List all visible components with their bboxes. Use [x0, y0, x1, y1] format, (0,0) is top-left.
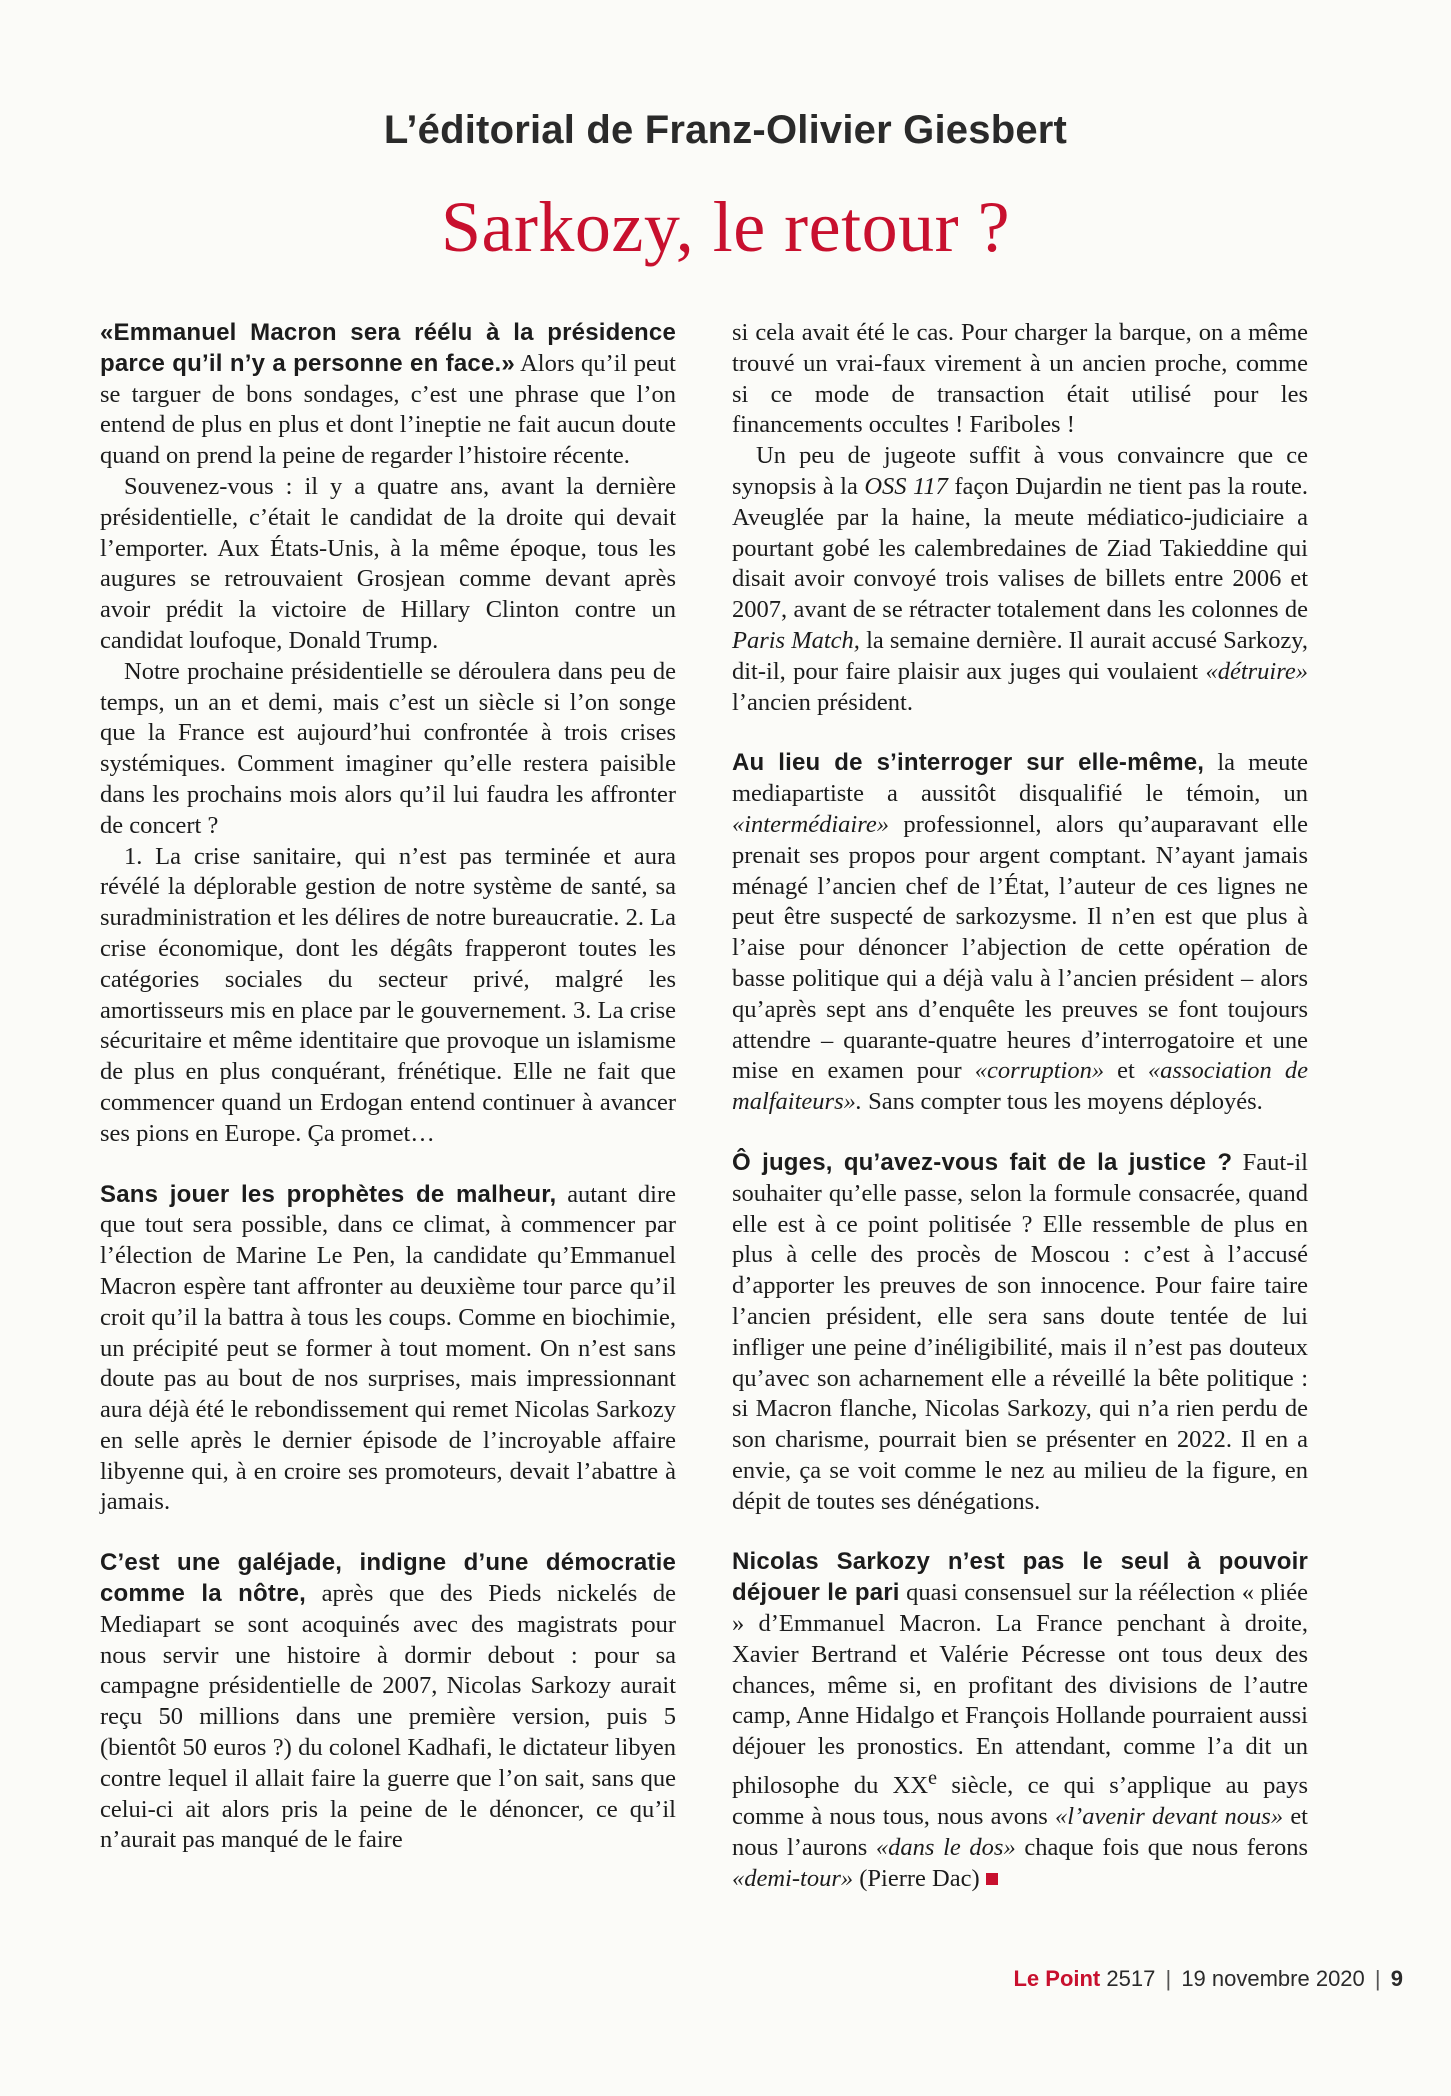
- editorial-kicker: L’éditorial de Franz-Olivier Giesbert: [383, 108, 1068, 152]
- page-footer: [1013, 1966, 1403, 1992]
- paragraph: si cela avait été le cas. Pour charger la barque, on a même trouvé un vrai-faux virement à un ancien proche, comme si ce mode de transaction était utilisé pour les financements occultes ! Fariboles !: [732, 319, 1308, 439]
- paragraph-text: (Pierre Dac): [853, 1864, 980, 1892]
- paragraph-text: et nous l’aurons: [732, 1803, 1308, 1861]
- paragraph-text: l’ancien président.: [732, 688, 913, 716]
- paragraph-text: siècle, ce qui s’applique au pays comme à nous tous, nous avons: [732, 1772, 1308, 1831]
- paragraph-text: et: [1104, 1057, 1148, 1085]
- paragraph: [100, 318, 676, 472]
- article-column-right: [732, 318, 1308, 1894]
- paragraph-text: professionnel, alors qu’auparavant elle prenait ses propos pour argent comptant. N’ayant jamais ménagé l’ancien chef de l’État, l’auteur de ces lignes ne peut être suspecté de sarkozysme. Il n’en est que plus à l’aise pour dénoncer l’abjection de cette opération de basse politique qui a déjà valu à l’ancien président – alors qu’après sept ans d’enquête les preuves se font toujours attendre – quarante-quatre heures d’interrogatoire et une mise en examen pour: [732, 810, 1308, 1085]
- paragraph-text: autant dire que tout sera possible, dans ce climat, à commencer par l’élection de Marine Le Pen, la candidate qu’Emmanuel Macron espère tant affronter au deuxième tour parce qu’il croit qu’il la battra à tous les coups. Comme en biochimie, un précipité peut se former à tout moment. On n’est sans doute pas au bout de nos surprises, mais impressionnant aura déjà été le rebondissement qui remet Nicolas Sarkozy en selle après le dernier épisode de l’incroyable affaire libyenne qui, à en croire ses promoteurs, devait l’abattre à jamais.: [100, 1180, 676, 1516]
- italic-text: «corruption»: [974, 1057, 1105, 1085]
- paragraph-text: la meute mediapartiste a aussitôt disqualifié le témoin, un: [732, 749, 1309, 808]
- paragraph: [732, 1547, 1308, 1894]
- paragraph: Souvenez-vous : il y a quatre ans, avant la dernière présidentielle, c’était le candidat de la droite qui devait l’emporter. Aux États-Unis, à la même époque, tous les augures se retrouvaient Grosjean comme devant après avoir prédit la victoire de Hillary Clinton contre un candidat loufoque, Donald Trump.: [100, 472, 676, 654]
- paragraph: [100, 1180, 676, 1519]
- section-lead: Nicolas Sarkozy n’est pas le seul à pouvoir déjouer le pari: [732, 1548, 1308, 1607]
- paragraph: [732, 1148, 1308, 1518]
- paragraph-text: la semaine dernière. Il aurait accusé Sarkozy, dit-il, pour faire plaisir aux juges qui voulaient: [732, 626, 1308, 685]
- italic-text: «dans le dos»: [875, 1833, 1016, 1861]
- paragraph-text: Faut-il souhaiter qu’elle passe, selon la formule consacrée, quand elle est à ce point politisée ? Elle ressemble de plus en plus à celle des procès de Moscou : c’est à l’accusé d’apporter les preuves de son innocence. Pour faire taire l’ancien président, elle sera sans doute tentée de lui infliger une peine d’inéligibilité, mais il n’est pas douteux qu’avec son acharnement elle a réveillé la bête politique : si Macron flanche, Nicolas Sarkozy, qui n’a rien perdu de son charisme, pourrait bien se présenter en 2022. Il en a envie, ça se voit comme le nez au milieu de la figure, en dépit de toutes ses dénégations.: [732, 1148, 1308, 1515]
- section-lead: C’est une galéjade, indigne d’une démocratie comme la nôtre,: [100, 1549, 676, 1608]
- century-numeral: XX: [892, 1772, 929, 1800]
- section-lead: Ô juges, qu’avez-vous fait de la justice ?: [732, 1148, 1233, 1176]
- paragraph-text: Alors qu’il peut se targuer de bons sondages, c’est une phrase que l’on entend de plus en plus et dont l’ineptie ne fait aucun doute quand on prend la peine de regarder l’histoire récente.: [100, 349, 676, 470]
- italic-text: «association de malfaiteurs».: [732, 1057, 1308, 1116]
- paragraph-lead: «Emmanuel Macron sera réélu à la présidence parce qu’il n’y a personne en face.»: [100, 319, 676, 377]
- paragraph-text: façon Dujardin ne tient pas la route. Aveuglée par la haine, la meute médiatico-judiciaire a pourtant gobé les calembredaines de Ziad Takieddine qui disait avoir convoyé trois valises de billets entre 2006 et 2007, avant de se rétracter totalement dans les colonnes de: [732, 472, 1308, 624]
- italic-text: «détruire»: [1205, 657, 1308, 685]
- italic-text: Paris Match,: [732, 626, 860, 654]
- article-column-left: [100, 318, 676, 1856]
- paragraph-text: quasi consensuel sur la réélection « pliée » d’Emmanuel Macron. La France penchant à droite, Xavier Bertrand et Valérie Pécresse ont tous deux des chances, même si, en profitant des divisions de l’autre camp, Anne Hidalgo et François Hollande pourraient aussi déjouer les pronostics. En attendant, comme l’a dit un philosophe du: [732, 1579, 1308, 1800]
- section-lead: Au lieu de s’interroger sur elle-même,: [732, 749, 1205, 777]
- italic-text: «l’avenir devant nous»: [1055, 1803, 1284, 1831]
- magazine-name: Le Point: [1013, 1966, 1101, 1991]
- end-of-article-square-icon: [986, 1873, 998, 1885]
- page-number: 9: [1390, 1966, 1403, 1991]
- article-headline: Sarkozy, le retour ?: [440, 187, 1011, 267]
- paragraph-text: après que des Pieds nickelés de Mediapart se sont acoquinés avec des magistrats pour nous servir une histoire à dormir debout : pour sa campagne présidentielle de 2007, Nicolas Sarkozy aurait reçu 50 millions dans une première version, puis 5 (bientôt 50 euros ?) du colonel Kadhafi, le dictateur libyen contre lequel il allait faire la guerre que l’on sait, sans que celui-ci ait alors pris la peine de le dénoncer, ce qu’il n’aurait pas manqué de le faire: [100, 1580, 676, 1854]
- paragraph-text: Un peu de jugeote suffit à vous convaincre que ce synopsis à la: [732, 442, 1308, 500]
- section-lead: Sans jouer les prophètes de malheur,: [100, 1180, 557, 1208]
- footer-separator: |: [1374, 1966, 1381, 1991]
- paragraph-text: chaque fois que nous ferons: [1015, 1833, 1308, 1861]
- paragraph: 1. La crise sanitaire, qui n’est pas terminée et aura révélé la déplorable gestion de notre système de santé, sa suradministration et les délires de notre bureaucratie. 2. La crise économique, dont les dégâts frapperont toutes les catégories sociales du secteur privé, malgré les amortisseurs mis en place par le gouvernement. 3. La crise sécuritaire et même identitaire que provoque un islamisme de plus en plus conquérant, frénétique. Elle ne fait que commencer quand un Erdogan entend continuer à avancer ses pions en Europe. Ça promet…: [100, 842, 676, 1147]
- paragraph: [732, 748, 1308, 1118]
- paragraph: [732, 441, 1308, 718]
- issue-number: 2517: [1106, 1966, 1156, 1991]
- paragraph-text: Sans compter tous les moyens déployés.: [862, 1088, 1263, 1116]
- paragraph: Notre prochaine présidentielle se déroulera dans peu de temps, un an et demi, mais c’est un siècle si l’on songe que la France est aujourd’hui confrontée à trois crises systémiques. Comment imaginer qu’elle restera paisible dans les prochains mois alors qu’il lui faudra les affronter de concert ?: [100, 657, 676, 839]
- issue-date: 19 novembre 2020: [1181, 1966, 1365, 1991]
- paragraph: [100, 1548, 676, 1856]
- footer-separator: |: [1165, 1966, 1172, 1991]
- italic-text: OSS 117: [864, 472, 948, 500]
- century-superscript: e: [928, 1767, 938, 1790]
- italic-text: «demi-tour»: [732, 1864, 854, 1892]
- italic-text: «intermédiaire»: [732, 810, 889, 838]
